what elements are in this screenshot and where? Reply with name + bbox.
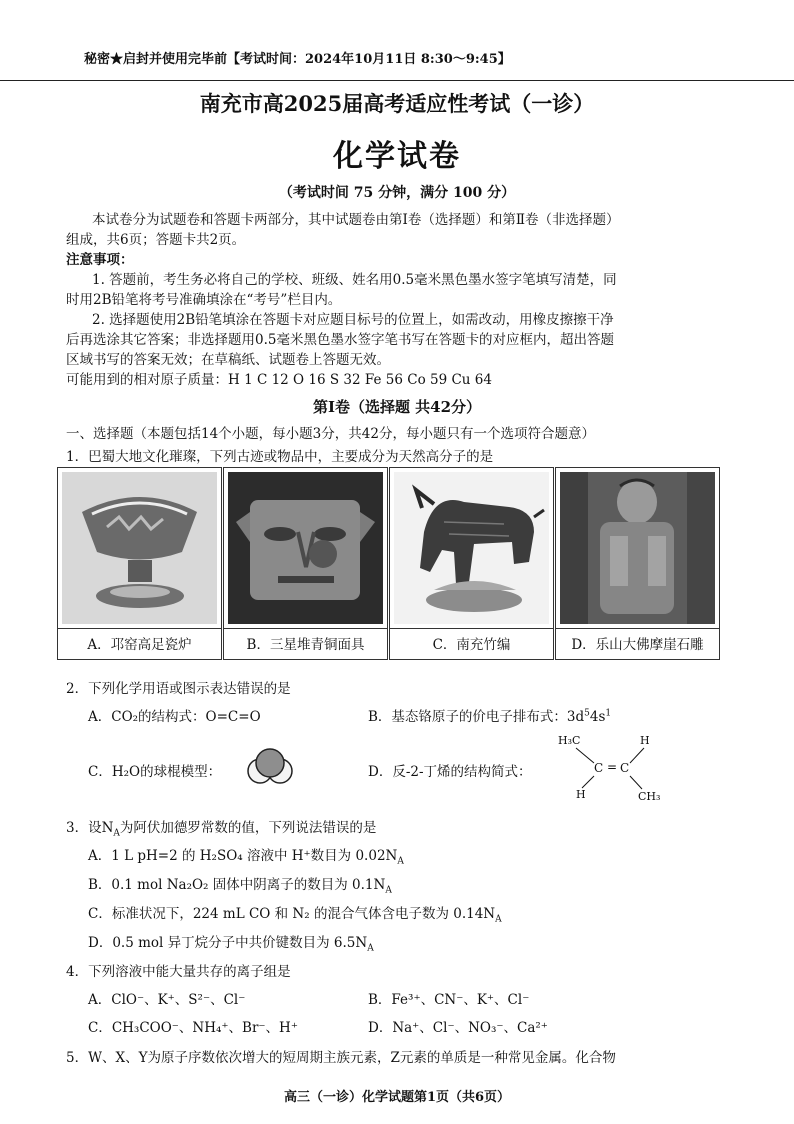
struct-c-left: C — [594, 761, 604, 775]
bamboo-weaving-bull-image — [394, 472, 549, 624]
q2-option-c: C．H₂O的球棍模型： — [88, 764, 222, 780]
section-instruction: 一、选择题（本题包括14个小题，每小题3分，共42分，每小题只有一个选项符合题意） — [66, 426, 595, 442]
note2c: 区域书写的答案无效；在草稿纸、试题卷上答题无效。 — [66, 352, 390, 368]
page-footer: 高三（一诊）化学试题第1页（共6页） — [283, 1090, 511, 1105]
q1-option-b-box — [223, 467, 388, 660]
q1-option-a-box — [57, 467, 222, 660]
q4-option-d: D．Na⁺、Cl⁻、NO₃⁻、Ca²⁺ — [368, 1020, 548, 1036]
struct-double-bond: = — [607, 760, 618, 774]
subject-title: 化学试卷 — [333, 139, 461, 174]
q2-stem: 2．下列化学用语或图示表达错误的是 — [66, 681, 291, 697]
section-title: 第Ⅰ卷（选择题 共42分） — [312, 398, 482, 416]
q4-option-b: B．Fe³⁺、CN⁻、K⁺、Cl⁻ — [368, 992, 530, 1008]
q3-option-a: A．1 L pH=2 的 H₂SO₄ 溶液中 H⁺数目为 $0.02N_A$ — [88, 848, 404, 867]
note2a: 2. 选择题使用2B铅笔填涂在答题卡对应题目标号的位置上，如需改动，用橡皮擦擦干净 — [92, 312, 614, 328]
struct-h-top: H — [640, 734, 650, 747]
q4-option-a: A．ClO⁻、K⁺、S²⁻、Cl⁻ — [88, 992, 246, 1008]
exam-title: 南充市高2025届高考适应性考试（一诊） — [199, 91, 595, 116]
time-note: （考试时间 75 分钟，满分 100 分） — [278, 185, 516, 201]
q1-option-d: D．乐山大佛摩崖石雕 — [556, 628, 719, 653]
leshan-buddha-image — [560, 472, 715, 624]
notes-title: 注意事项： — [66, 252, 134, 268]
q3-option-b: B．0.1 mol Na₂O₂ 固体中阴离子的数目为 $0.1N_A$ — [88, 877, 392, 896]
q2-option-d: D．反-2-丁烯的结构简式： — [368, 764, 532, 780]
struct-c-right: C — [620, 761, 630, 775]
water-ball-stick-model — [244, 747, 296, 787]
confidential-line: 秘密★启封并使用完毕前【考试时间：2024年10月11日 8:30～9:45】 — [84, 52, 511, 67]
bronze-mask-image — [228, 472, 383, 624]
q1-option-c-box — [389, 467, 554, 660]
struct-h3c: H₃C — [558, 734, 581, 747]
struct-h-bottom: H — [576, 788, 586, 801]
q1-option-d-box — [555, 467, 720, 660]
q1-option-a: A．邛窑高足瓷炉 — [58, 628, 221, 653]
butene-structure — [554, 730, 674, 810]
q1-option-c: C．南充竹编 — [390, 628, 553, 653]
q3-option-d: D．0.5 mol 异丁烷分子中共价键数目为 $6.5N_A$ — [88, 935, 374, 954]
intro-line2: 组成，共6页；答题卡共2页。 — [66, 232, 246, 248]
note1b: 时用2B铅笔将考号准确填涂在“考号”栏目内。 — [66, 292, 342, 308]
atomic-masses: 可能用到的相对原子质量：H 1 C 12 O 16 S 32 Fe 56 Co 59 Cu 64 — [66, 372, 492, 388]
struct-ch3: CH₃ — [638, 790, 661, 803]
q1-option-b: B．三星堆青铜面具 — [224, 628, 387, 653]
note2b: 后再选涂其它答案；非选择题用0.5毫米黑色墨水签字笔书写在答题卡的对应框内，超出答题 — [66, 332, 614, 348]
q4-option-c: C．CH₃COO⁻、NH₄⁺、Br⁻、H⁺ — [88, 1020, 298, 1036]
q2-option-b: B．基态铬原子的价电子排布式：$3d^54s^1$ — [368, 708, 612, 725]
q4-stem: 4．下列溶液中能大量共存的离子组是 — [66, 964, 291, 980]
q5-stem: 5．W、X、Y为原子序数依次增大的短周期主族元素，Z元素的单质是一种常见金属。化合物 — [66, 1050, 616, 1066]
porcelain-censer-image — [62, 472, 217, 624]
q3-stem: 3．设$N_A$为阿伏加德罗常数的值，下列说法错误的是 — [66, 820, 377, 839]
q1-stem: 1．巴蜀大地文化璀璨，下列古迹或物品中，主要成分为天然高分子的是 — [66, 449, 494, 465]
q3-option-c: C．标准状况下，224 mL CO 和 N₂ 的混合气体含电子数为 $0.14N_A$ — [88, 906, 502, 925]
note1a: 1. 答题前，考生务必将自己的学校、班级、姓名用0.5毫米黑色墨水签字笔填写清楚，同 — [92, 272, 617, 288]
intro-line1: 本试卷分为试题卷和答题卡两部分，其中试题卷由第Ⅰ卷（选择题）和第Ⅱ卷（非选择题） — [92, 212, 620, 228]
q2-option-a: A．CO₂的结构式：O=C=O — [88, 709, 261, 725]
